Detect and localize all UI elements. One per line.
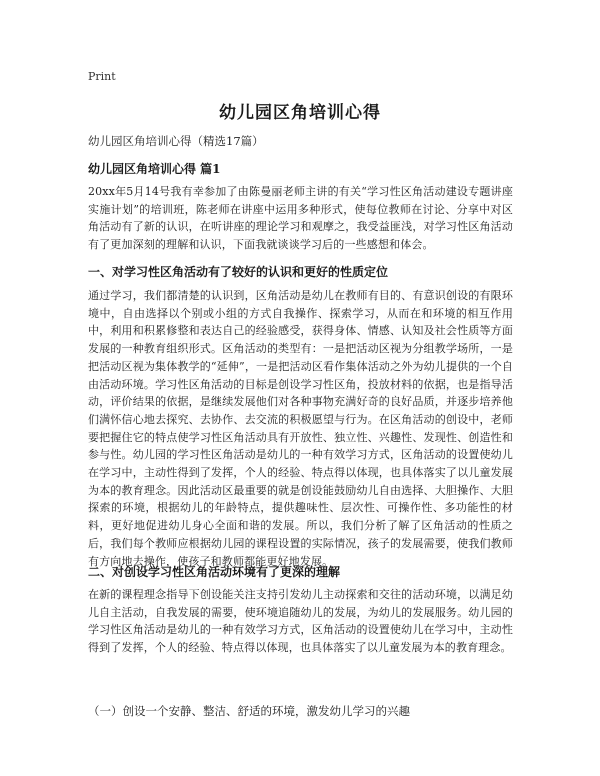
document-subtitle: 幼儿园区角培训心得（精选17篇） (88, 134, 264, 148)
page-title: 幼儿园区角培训心得 (219, 103, 381, 123)
article-heading: 幼儿园区角培训心得 篇1 (88, 162, 221, 176)
section-2-heading: 二、对创设学习性区角活动环境有了更深的理解 (88, 565, 341, 579)
section-1-body: 通过学习，我们都清楚的认识到，区角活动是幼儿在教师有目的、有意识创设的有限环境中，自由选择以个别或小组的方式自我操作、探索学习，从而在和环境的相互作用中，利用和积累修整和表达自己的经验感受，获得身体、情感、认知及社会性质等方面发展的一种教育组织形式。区角活动的类型有：一是把活动区视为分组教学场所，一是把活动区视为集体教学的“延伸”，一是把活动区看作集体活动之外为幼儿提供的一个自由活动环境。学习性区角活动的目标是创设学习性区角，投放材料的依据，也是指导活动，评价结果的依据，是继续发展他们对各种事物充满好奇的良好品质，并逐步培养他们满怀信心地去探究、去协作、去交流的积极愿望与行为。在区角活动的创设中，老师要把握住它的特点使学习性区角活动具有开放性、独立性、兴趣性、发现性、创造性和参与性。幼儿园的学习性区角活动是幼儿的一种有效学习方式，区角活动的设置使幼儿在学习中，主动性得到了发挥，个人的经验、特点得以体现，也具体落实了以儿童发展为本的教育理念。因此活动区最重要的就是创设能鼓励幼儿自由选择、大胆操作、大胆探索的环境，根据幼儿的年龄特点，提供趣味性、层次性、可操作性、多功能性的材料，更好地促进幼儿身心全面和谐的发展。所以，我们分析了解了区角活动的性质之后，我们每个教师应根据幼儿园的课程设置的实际情况，孩子的发展需要，使我们教师有方向地去操作，使孩子和教师都能更好地发展。 (88, 289, 513, 568)
section-1-heading: 一、对学习性区角活动有了较好的认识和更好的性质定位 (88, 265, 389, 279)
section-2-body: 在新的课程理念指导下创设能关注支持引发幼儿主动探索和交往的活动环境，以满足幼儿自主活动，自我发展的需要，使环境追随幼儿的发展，为幼儿的发展服务。幼儿园的学习性区角活动是幼儿的一种有效学习方式，区角活动的设置使幼儿在学习中，主动性得到了发挥，个人的经验、特点得以体现，也具体落实了以儿童发展为本的教育理念。 (88, 588, 513, 655)
intro-paragraph: 20xx年5月14号我有幸参加了由陈曼丽老师主讲的有关“学习性区角活动建设专题讲座实施计划”的培训班，陈老师在讲座中运用多种形式，使每位教师在讨论、分享中对区角活动有了新的认识，在听讲座的理论学习和观摩之，我受益匪浅，对学习性区角活动有了更加深刻的理解和认识，下面我就谈谈学习后的一些感想和体会。 (88, 185, 513, 252)
print-link[interactable]: Print (88, 70, 116, 83)
subsection-1-heading: （一）创设一个安静、整洁、舒适的环境，激发幼儿学习的兴趣 (88, 704, 410, 718)
